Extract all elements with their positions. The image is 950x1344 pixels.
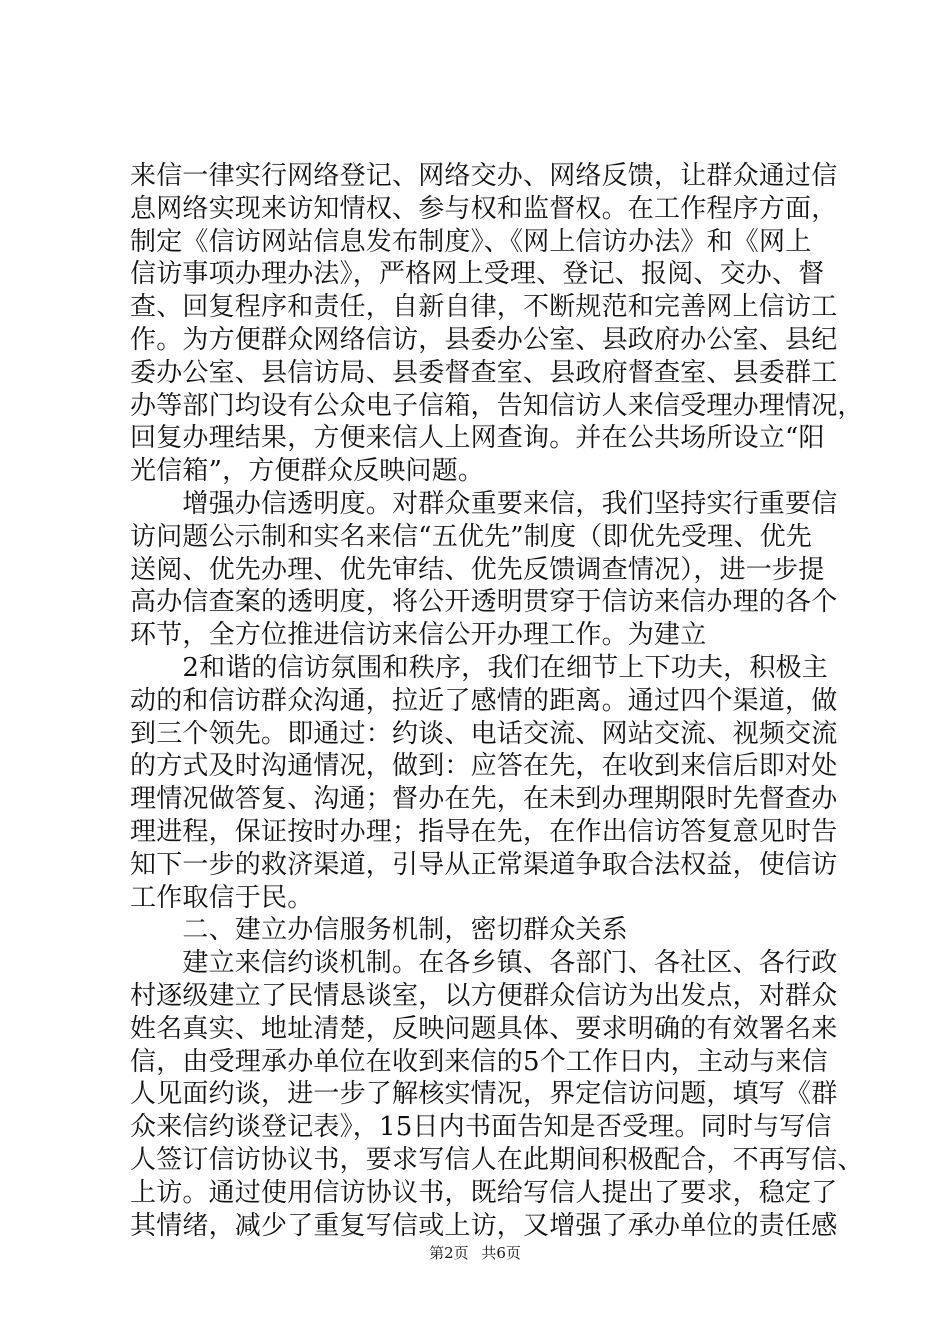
text-line: 工作取信于民。 xyxy=(130,882,314,913)
text-line: 人签订信访协议书，要求写信人在此期间积极配合，不再写信、 xyxy=(130,1144,864,1175)
text-line: 查、回复程序和责任，自新自律，不断规范和完善网上信访工 xyxy=(130,292,838,323)
text-line: 制定《信访网站信息发布制度》、《网上信访办法》和《网上 xyxy=(130,226,812,257)
text-line: 村逐级建立了民情恳谈室，以方便群众信访为出发点，对群众 xyxy=(130,980,838,1011)
section-heading: 二、建立办信服务机制，密切群众关系 xyxy=(130,915,628,946)
text-line: 增强办信透明度。对群众重要来信，我们坚持实行重要信 xyxy=(130,488,838,519)
text-line: 理进程，保证按时办理；指导在先，在作出信访答复意见时告 xyxy=(130,816,838,847)
page-number: 第2页 xyxy=(429,1244,469,1262)
text-line: 理情况做答复、沟通；督办在先，在未到办理期限时先督查办 xyxy=(130,784,838,815)
text-line: 的方式及时沟通情况，做到：应答在先，在收到来信后即对处 xyxy=(130,751,838,782)
text-line: 光信箱”，方便群众反映问题。 xyxy=(130,456,485,487)
text-line: 信访事项办理办法》，严格网上受理、登记、报阅、交办、督 xyxy=(130,259,825,290)
page-footer xyxy=(0,1243,950,1263)
text-line: 环节，全方位推进信访来信公开办理工作。为建立 xyxy=(130,620,707,651)
text-line: 高办信查案的透明度，将公开透明贯穿于信访来信办理的各个 xyxy=(130,587,838,618)
text-line: 委办公室、县信访局、县委督查室、县政府督查室、县委群工 xyxy=(130,357,838,388)
text-line: 知下一步的救济渠道，引导从正常渠道争取合法权益，使信访 xyxy=(130,849,838,880)
text-line: 回复办理结果，方便来信人上网查询。并在公共场所设立“阳 xyxy=(130,423,825,454)
text-line: 到三个领先。即通过：约谈、电话交流、网站交流、视频交流 xyxy=(130,718,838,749)
text-line: 动的和信访群众沟通，拉近了感情的距离。通过四个渠道，做 xyxy=(130,685,838,716)
body-text xyxy=(130,160,864,1242)
page-total: 共6页 xyxy=(481,1244,521,1262)
text-line: 息网络实现来访知情权、参与权和监督权。在工作程序方面， xyxy=(130,193,838,224)
text-line: 人见面约谈，进一步了解核实情况，界定信访问题，填写《群 xyxy=(130,1079,838,1110)
text-line: 建立来信约谈机制。在各乡镇、各部门、各社区、各行政 xyxy=(130,948,838,979)
text-line: 其情绪，减少了重复写信或上访，又增强了承办单位的责任感 xyxy=(130,1210,838,1241)
text-line: 信，由受理承办单位在收到来信的5个工作日内，主动与来信 xyxy=(130,1046,828,1077)
text-line: 访问题公示制和实名来信“五优先”制度（即优先受理、优先 xyxy=(130,521,812,552)
text-line: 2和谐的信访氛围和秩序，我们在细节上下功夫，积极主 xyxy=(130,652,828,683)
text-line: 来信一律实行网络登记、网络交办、网络反馈，让群众通过信 xyxy=(130,161,838,191)
text-line: 作。为方便群众网络信访，县委办公室、县政府办公室、县纪 xyxy=(130,324,838,355)
text-line: 送阅、优先办理、优先审结、优先反馈调查情况），进一步提 xyxy=(130,554,825,585)
text-line: 姓名真实、地址清楚，反映问题具体、要求明确的有效署名来 xyxy=(130,1013,838,1044)
text-line: 办等部门均设有公众电子信箱，告知信访人来信受理办理情况， xyxy=(130,390,864,421)
text-line: 众来信约谈登记表》，15日内书面告知是否受理。同时与写信 xyxy=(130,1112,832,1143)
text-line: 上访。通过使用信访协议书，既给写信人提出了要求，稳定了 xyxy=(130,1177,838,1208)
